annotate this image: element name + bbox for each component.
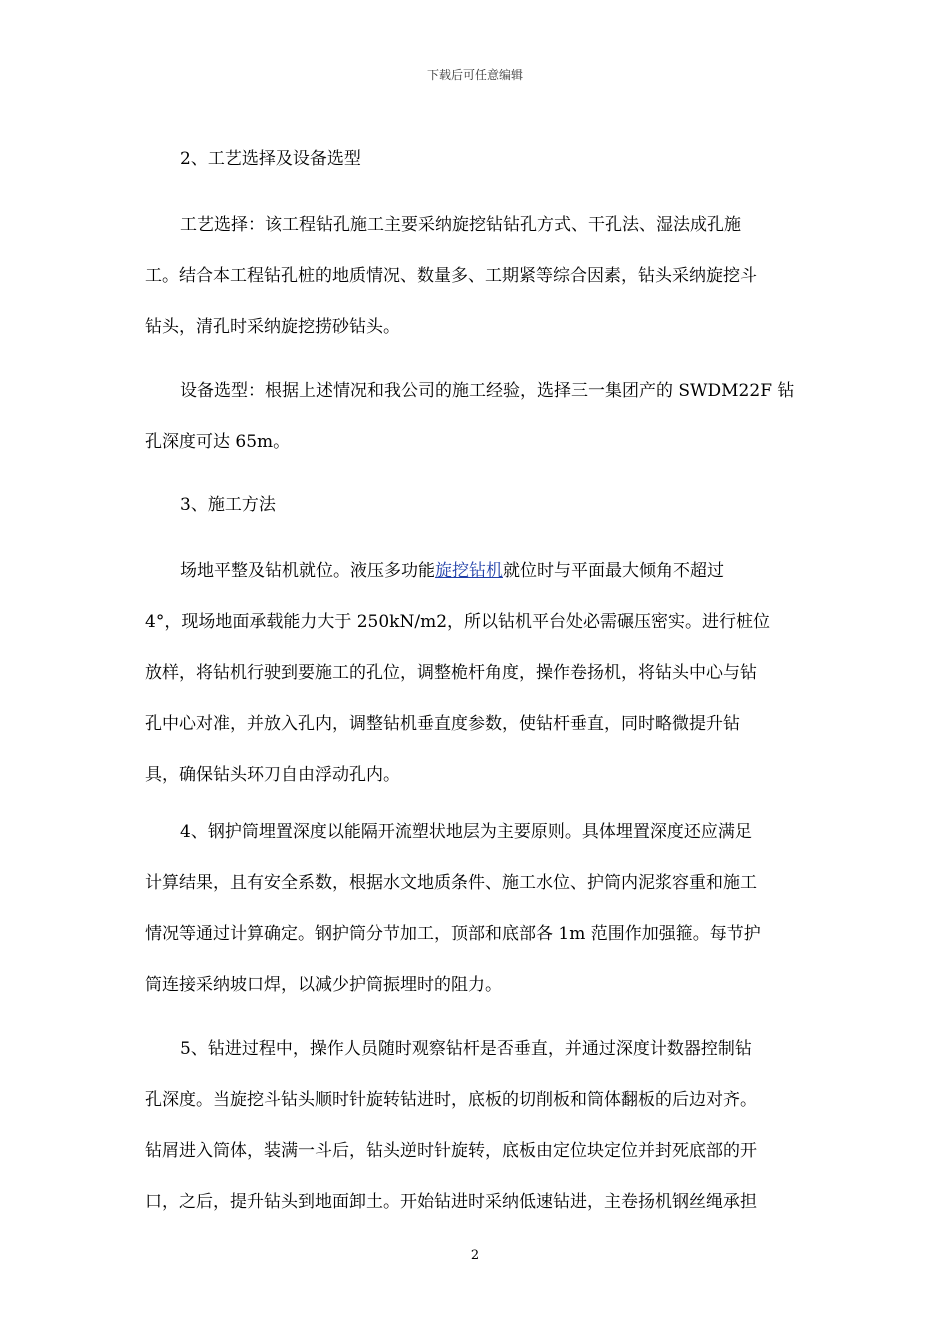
text-line: 设备选型：根据上述情况和我公司的施工经验，选择三一集团产的 SWDM22F 钻 (180, 381, 795, 401)
section-4-paragraph (145, 807, 803, 1011)
section-3-heading: 3、施工方法 (180, 495, 276, 515)
text-line: 4、钢护筒埋置深度以能隔开流塑状地层为主要原则。具体埋置深度还应满足 (180, 822, 752, 842)
text-line (145, 546, 803, 597)
section-2-heading: 2、工艺选择及设备选型 (180, 149, 361, 169)
text-line: 孔深度可达 65m。 (145, 432, 291, 452)
text-line: 放样，将钻机行驶到要施工的孔位，调整桅杆角度，操作卷扬机，将钻头中心与钻 (145, 663, 757, 683)
section-2-paragraph-2 (145, 366, 803, 468)
text-line: 具，确保钻头环刀自由浮动孔内。 (145, 765, 400, 785)
page-header: 下载后可任意编辑 (426, 68, 523, 82)
page-number: 2 (470, 1248, 480, 1263)
text-line: 情况等通过计算确定。钢护筒分节加工，顶部和底部各 1m 范围作加强箍。每节护 (145, 924, 761, 944)
section-3 (145, 480, 803, 531)
text-line: 工。结合本工程钻孔桩的地质情况、数量多、工期紧等综合因素，钻头采纳旋挖斗 (145, 266, 757, 286)
text-line: 4°，现场地面承载能力大于 250kN/m2，所以钻机平台处必需碾压密实。进行桩位 (145, 612, 771, 632)
text-line: 孔深度。当旋挖斗钻头顺时针旋转钻进时，底板的切削板和筒体翻板的后边对齐。 (145, 1090, 757, 1110)
text-line: 钻头，清孔时采纳旋挖捞砂钻头。 (145, 317, 400, 337)
section-2-paragraph-1 (145, 200, 803, 353)
text-line: 筒连接采纳坡口焊，以减少护筒振埋时的阻力。 (145, 975, 502, 995)
text-line: 计算结果，且有安全系数，根据水文地质条件、施工水位、护筒内泥浆容重和施工 (145, 873, 757, 893)
drill-rig-link[interactable]: 旋挖钻机 (435, 561, 503, 581)
section-5-paragraph (145, 1024, 803, 1228)
text-line: 钻屑进入筒体，装满一斗后，钻头逆时针旋转，底板由定位块定位并封死底部的开 (145, 1141, 757, 1161)
text-segment: 就位时与平面最大倾角不超过 (503, 561, 724, 581)
section-3-paragraph (145, 546, 803, 801)
text-line: 5、钻进过程中，操作人员随时观察钻杆是否垂直，并通过深度计数器控制钻 (180, 1039, 752, 1059)
text-line: 孔中心对准，并放入孔内，调整钻机垂直度参数，使钻杆垂直，同时略微提升钻 (145, 714, 740, 734)
text-line: 口，之后，提升钻头到地面卸土。开始钻进时采纳低速钻进，主卷扬机钢丝绳承担 (145, 1192, 757, 1212)
section-2 (145, 134, 803, 185)
text-line: 工艺选择：该工程钻孔施工主要采纳旋挖钻钻孔方式、干孔法、湿法成孔施 (180, 215, 741, 235)
text-segment: 场地平整及钻机就位。液压多功能 (180, 561, 435, 581)
